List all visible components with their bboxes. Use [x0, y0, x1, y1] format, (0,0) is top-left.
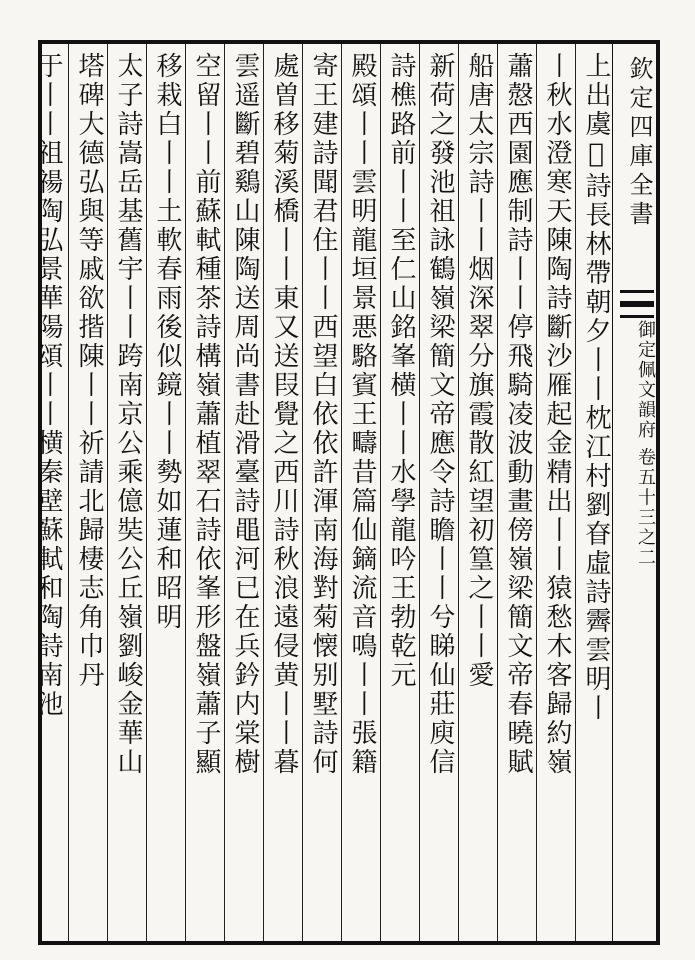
- fishtail-mark: [620, 290, 654, 318]
- text-column: 于丨丨祖禓陶弘景華陽頌丨丨横秦壁蘇軾和陶詩南池: [33, 52, 63, 719]
- book-subtitle: [624, 320, 658, 568]
- text-column: 新荷之發池祖詠鶴嶺梁簡文帝應令詩瞻丨丨兮睇仙莊庾信: [425, 52, 455, 777]
- text-column: 船唐太宗詩丨丨烟深翠分旗霞散紅望初篁之丨丨愛: [464, 52, 494, 690]
- text-column: 寄王建詩聞君住丨丨西望白依依許渾南海對菊懐别墅詩何: [308, 52, 338, 777]
- text-column: 雲遥斷碧鷄山陳陶送周尚書赴滑臺詩黽河已在兵鈐内棠樹: [230, 52, 260, 777]
- text-column: 殿頌丨丨雲明龍垣景悪駱賓王疇昔篇仙鏑流音鳴丨丨張籍: [347, 52, 377, 777]
- volume-label: 卷五十三之二: [635, 447, 656, 568]
- text-column: 丨秋水澄寒天陳陶詩斷沙雁起金精出丨丨猿愁木客歸約嶺: [542, 52, 572, 777]
- book-title: 欽定四庫全書: [625, 56, 653, 230]
- text-column: 太子詩嵩岳基舊宇丨丨跨南京公乘億奘公丘嶺劉峻金華山: [113, 52, 143, 777]
- text-column: 塔碑大德弘與等戚欲揩陳丨丨祈請北歸棲志角巾丹: [74, 52, 104, 690]
- book-name: 御定佩文韻府: [635, 320, 656, 440]
- text-column: 上出虞𥨊詩長林帶朝夕丨丨枕江村劉眘虛詩霽雲明丨: [581, 52, 611, 723]
- text-column: 處曽移菊溪橋丨丨東又送叚覺之西川詩秋浪遠侵黄丨丨暮: [269, 52, 299, 777]
- text-column: 移栽白丨丨土軟春雨後似鏡丨丨勢如蓮和昭明: [152, 52, 182, 632]
- text-column: 詩樵路前丨丨至仁山銘峯横丨丨水學龍吟王勃乾元: [386, 52, 416, 690]
- text-column: 蕭慤西園應制詩丨丨停飛騎凌波動畫傍嶺梁簡文帝春曉賦: [503, 52, 533, 777]
- text-column: 空留丨丨前蘇軾種茶詩構嶺蕭植翠石詩依峯形盤嶺蕭子顯: [191, 52, 221, 777]
